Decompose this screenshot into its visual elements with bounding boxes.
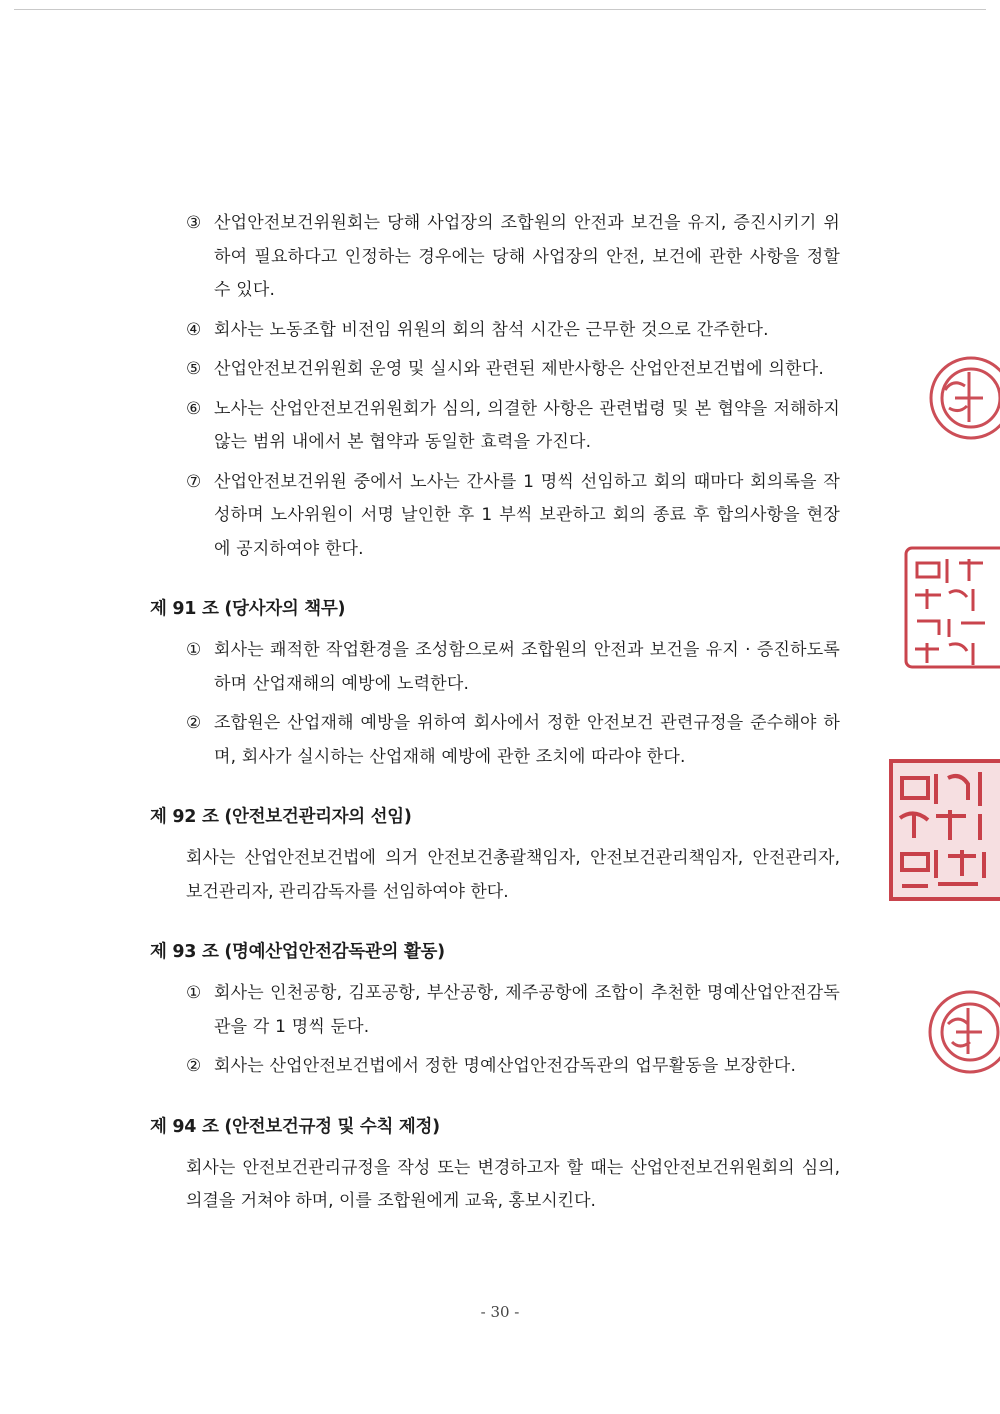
page-number: - 30 - [480, 1303, 520, 1321]
article-92-title: 제 92 조 (안전보건관리자의 선임) [150, 807, 412, 827]
clause-number: ④ [186, 319, 202, 340]
clause-number: ⑦ [186, 471, 202, 492]
clause-text: 산업안전보건위원회 운영 및 실시와 관련된 제반사항은 산업안전보건법에 의한다. [214, 359, 824, 379]
article-93-clause-1 [150, 977, 840, 1044]
clause-number: ② [186, 713, 202, 733]
article-94-title: 제 94 조 (안전보건규정 및 수칙 제정) [150, 1116, 440, 1137]
article-91-clause-2 [150, 707, 840, 774]
clause-text: 회사는 산업안전보건법에서 정한 명예산업안전감독관의 업무활동을 보장한다. [214, 1056, 797, 1076]
round-seal-stamp-2 [922, 988, 1000, 1076]
article-91-title: 제 91 조 (당사자의 책무) [150, 599, 346, 619]
article-93-title: 제 93 조 (명예산업안전감독관의 활동) [150, 942, 445, 962]
clause-3 [150, 207, 840, 308]
square-seal-stamp-1 [903, 545, 1000, 670]
clause-text: 조합원은 산업재해 예방을 위하여 회사에서 정한 안전보건 관련규정을 준수해야 하며, 회사가 실시하는 산업재해 예방에 관한 조치에 따라야 한다. [214, 713, 840, 767]
round-seal-stamp-1 [925, 352, 1000, 444]
document-body [150, 207, 840, 1219]
clause-7 [150, 466, 840, 567]
clause-4 [150, 314, 840, 348]
clause-number: ⑤ [186, 359, 202, 379]
clause-text: 노사는 산업안전보건위원회가 심의, 의결한 사항은 관련법령 및 본 협약을 저해하지 않는 범위 내에서 본 협약과 동일한 효력을 가진다. [214, 398, 840, 452]
clause-text: 회사는 인천공항, 김포공항, 부산공항, 제주공항에 조합이 추천한 명예산업안전감독관을 각 1 명씩 둔다. [214, 983, 840, 1037]
clause-number: ⑥ [186, 398, 202, 419]
clause-text: 산업안전보건위원회는 당해 사업장의 조합원의 안전과 보건을 유지, 증진시키기 위하여 필요하다고 인정하는 경우에는 당해 사업장의 안전, 보건에 관한 사항을 정할 수 있다. [214, 213, 840, 300]
clause-text: 회사는 쾌적한 작업환경을 조성함으로써 조합원의 안전과 보건을 유지 · 증진하도록 하며 산업재해의 예방에 노력한다. [214, 640, 840, 694]
article-94-text: 회사는 안전보건관리규정을 작성 또는 변경하고자 할 때는 산업안전보건위원회의 심의, 의결을 거쳐야 하며, 이를 조합원에게 교육, 홍보시킨다. [186, 1157, 840, 1211]
article-91-clause-1 [150, 634, 840, 701]
square-seal-stamp-2 [888, 758, 1000, 903]
article-93-clause-2 [150, 1050, 840, 1084]
article-92-text: 회사는 산업안전보건법에 의거 안전보건총괄책임자, 안전보건관리책임자, 안전관리자, 보건관리자, 관리감독자를 선임하여야 한다. [186, 848, 840, 902]
clause-6 [150, 393, 840, 460]
clause-number: ③ [186, 213, 202, 233]
top-rule [14, 9, 986, 10]
clause-number: ① [186, 640, 202, 660]
clause-text: 산업안전보건위원 중에서 노사는 간사를 1 명씩 선임하고 회의 때마다 회의록을 작성하며 노사위원이 서명 날인한 후 1 부씩 보관하고 회의 종료 후 합의사항을 현장에 공지하여야 한다. [214, 471, 840, 559]
clause-text: 회사는 노동조합 비전임 위원의 회의 참석 시간은 근무한 것으로 간주한다. [214, 319, 769, 340]
clause-number: ① [186, 983, 202, 1003]
clause-5 [150, 353, 840, 387]
clause-number: ② [186, 1056, 202, 1076]
